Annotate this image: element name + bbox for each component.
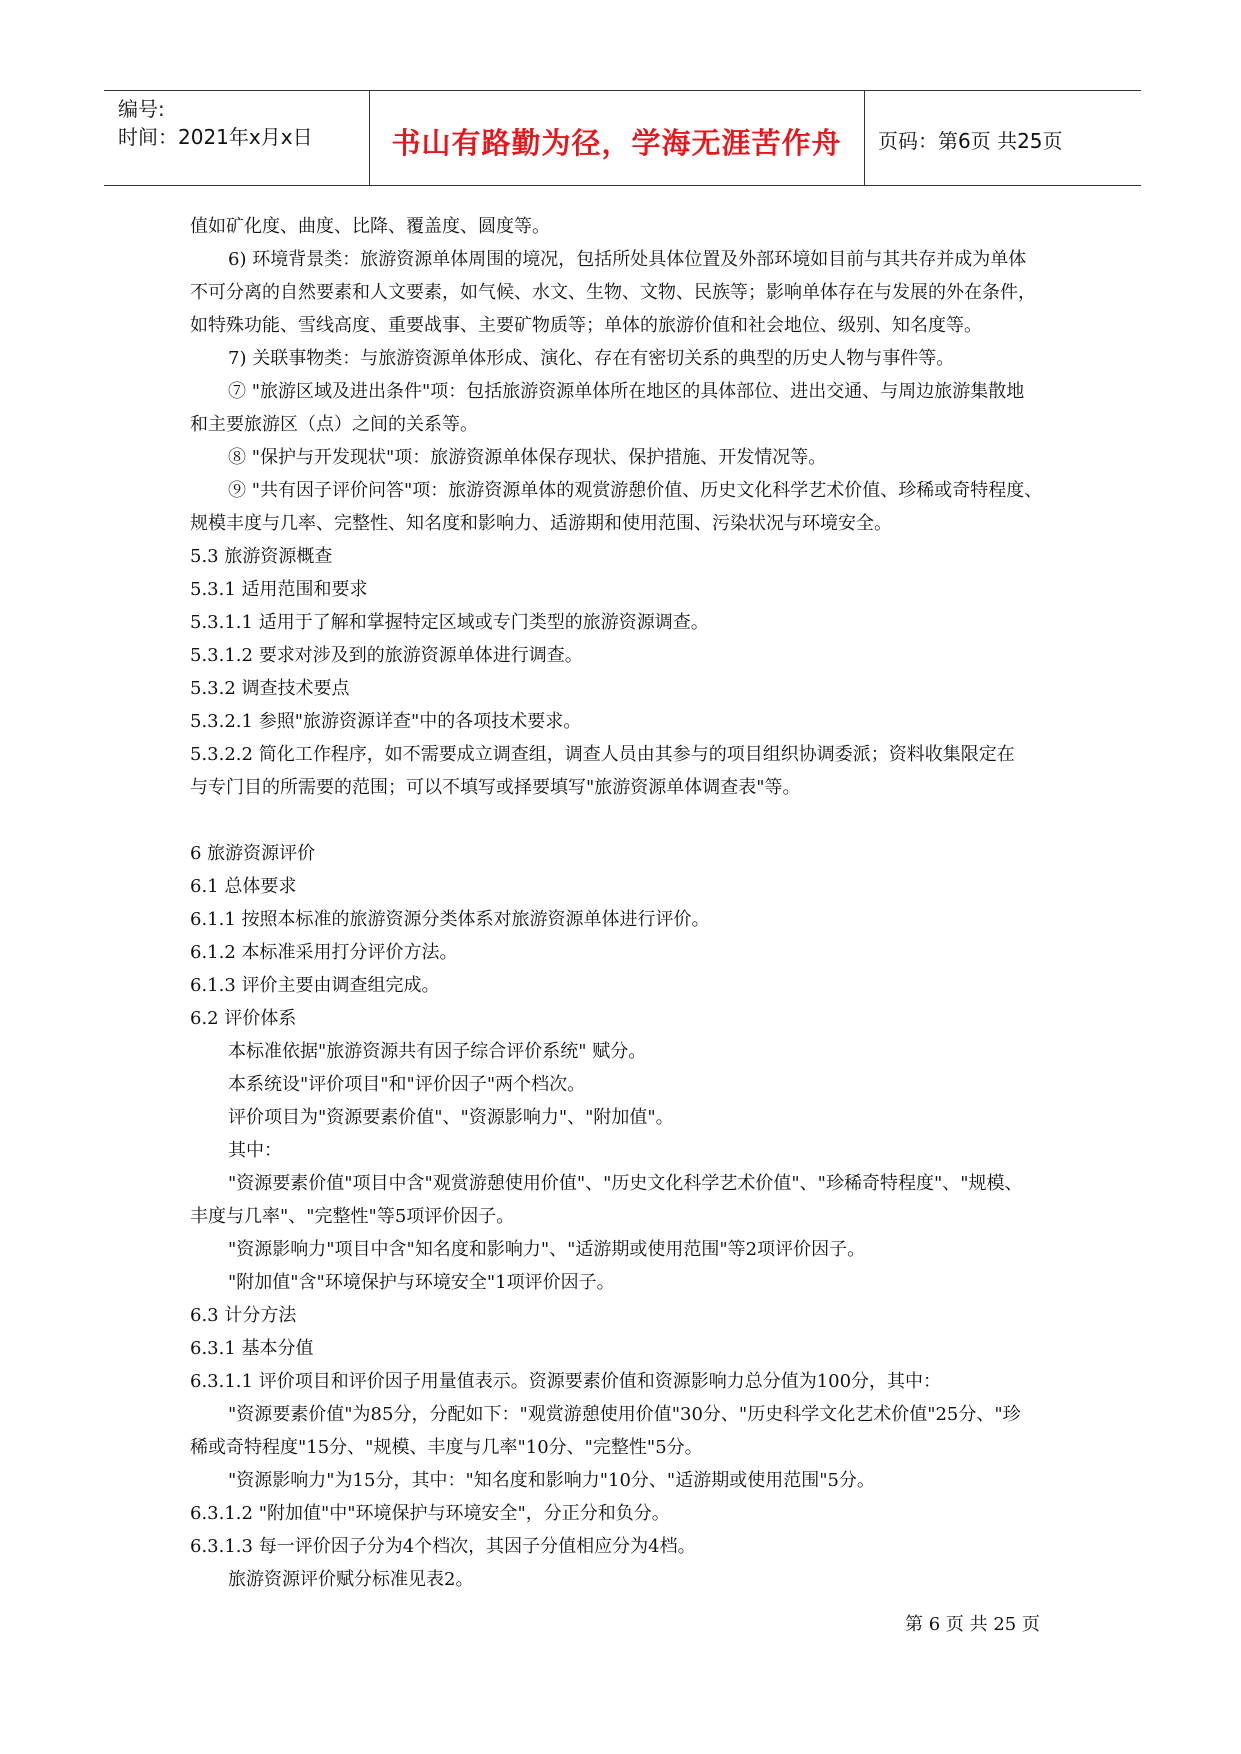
blank-line <box>190 804 1070 837</box>
text-line: 评价项目为"资源要素价值"、"资源影响力"、"附加值"。 <box>228 1107 674 1128</box>
header-page-number: 页码：第6页 共25页 <box>878 129 1063 153</box>
section-heading: 6.3.1 基本分值 <box>190 1338 314 1359</box>
text-line: 如特殊功能、雪线高度、重要战事、主要矿物质等；单体的旅游价值和社会地位、级别、知名度等。 <box>190 315 982 336</box>
text-line: 6.1.2 本标准采用打分评价方法。 <box>190 942 458 963</box>
header-meta-cell <box>104 91 370 185</box>
section-heading: 6.2 评价体系 <box>190 1008 297 1029</box>
document-time-label: 时间：2021年x月x日 <box>118 125 313 149</box>
text-line: 5.3.1.1 适用于了解和掌握特定区域或专门类型的旅游资源调查。 <box>190 612 709 633</box>
header-page-cell <box>864 91 1141 185</box>
text-line: 6.1.3 评价主要由调查组完成。 <box>190 975 440 996</box>
text-line: 7) 关联事物类：与旅游资源单体形成、演化、存在有密切关系的典型的历史人物与事件等。 <box>228 348 955 369</box>
page-footer: 第 6 页 共 25 页 <box>905 1614 1040 1635</box>
text-line: "资源要素价值"为85分，分配如下："观赏游憩使用价值"30分、"历史科学文化艺术价值"25分、"珍 <box>228 1404 1021 1425</box>
section-heading: 5.3.2 调查技术要点 <box>190 678 350 699</box>
text-line: ⑨ "共有因子评价问答"项：旅游资源单体的观赏游憩价值、历史文化科学艺术价值、珍稀或奇特程度、 <box>228 480 1043 501</box>
text-line: 丰度与几率"、"完整性"等5项评价因子。 <box>190 1206 515 1227</box>
text-line: 值如矿化度、曲度、比降、覆盖度、圆度等。 <box>190 216 550 237</box>
page-header <box>104 90 1141 186</box>
header-motto-cell <box>369 91 865 185</box>
text-line: "资源影响力"为15分，其中："知名度和影响力"10分、"适游期或使用范围"5分。 <box>228 1470 875 1491</box>
text-line: 本系统设"评价项目"和"评价因子"两个档次。 <box>228 1074 586 1095</box>
text-line: 5.3.2.1 参照"旅游资源详查"中的各项技术要求。 <box>190 711 582 732</box>
text-line: 规模丰度与几率、完整性、知名度和影响力、适游期和使用范围、污染状况与环境安全。 <box>190 513 892 534</box>
text-line: 与专门目的所需要的范围；可以不填写或择要填写"旅游资源单体调查表"等。 <box>190 777 801 798</box>
text-line: "附加值"含"环境保护与环境安全"1项评价因子。 <box>228 1272 615 1293</box>
text-line: 6.3.1.2 "附加值"中"环境保护与环境安全"，分正分和负分。 <box>190 1503 670 1524</box>
text-line: 本标准依据"旅游资源共有因子综合评价系统" 赋分。 <box>228 1041 647 1062</box>
text-line: 6) 环境背景类：旅游资源单体周围的境况，包括所处具体位置及外部环境如目前与其共存并成为单体 <box>228 249 1027 270</box>
document-body <box>190 210 1070 1596</box>
document-number-label: 编号: <box>118 97 165 121</box>
section-heading: 5.3 旅游资源概查 <box>190 546 333 567</box>
section-heading: 6.3 计分方法 <box>190 1305 297 1326</box>
section-heading: 6.1 总体要求 <box>190 876 297 897</box>
text-line: 5.3.1.2 要求对涉及到的旅游资源单体进行调查。 <box>190 645 583 666</box>
text-line: 旅游资源评价赋分标准见表2。 <box>228 1569 474 1590</box>
text-line: 6.3.1.1 评价项目和评价因子用量值表示。资源要素价值和资源影响力总分值为100分，其中： <box>190 1371 942 1392</box>
text-line: 其中： <box>228 1140 282 1161</box>
text-line: 5.3.2.2 简化工作程序，如不需要成立调查组，调查人员由其参与的项目组织协调委派；资料收集限定在 <box>190 744 1015 765</box>
section-heading: 5.3.1 适用范围和要求 <box>190 579 368 600</box>
text-line: 和主要旅游区（点）之间的关系等。 <box>190 414 478 435</box>
text-line: ⑧ "保护与开发现状"项：旅游资源单体保存现状、保护措施、开发情况等。 <box>228 447 827 468</box>
text-line: ⑦ "旅游区域及进出条件"项：包括旅游资源单体所在地区的具体部位、进出交通、与周边旅游集散地 <box>228 381 1025 402</box>
text-line: 6.3.1.3 每一评价因子分为4个档次，其因子分值相应分为4档。 <box>190 1536 696 1557</box>
header-motto: 书山有路勤为径，学海无涯苦作舟 <box>391 126 842 160</box>
chapter-heading: 6 旅游资源评价 <box>190 843 316 864</box>
text-line: 6.1.1 按照本标准的旅游资源分类体系对旅游资源单体进行评价。 <box>190 909 710 930</box>
text-line: 稀或奇特程度"15分、"规模、丰度与几率"10分、"完整性"5分。 <box>190 1437 703 1458</box>
text-line: "资源要素价值"项目中含"观赏游憩使用价值"、"历史文化科学艺术价值"、"珍稀奇特程度"、"规模、 <box>228 1173 1023 1194</box>
text-line: "资源影响力"项目中含"知名度和影响力"、"适游期或使用范围"等2项评价因子。 <box>228 1239 866 1260</box>
text-line: 不可分离的自然要素和人文要素，如气候、水文、生物、文物、民族等；影响单体存在与发展的外在条件， <box>190 282 1036 303</box>
